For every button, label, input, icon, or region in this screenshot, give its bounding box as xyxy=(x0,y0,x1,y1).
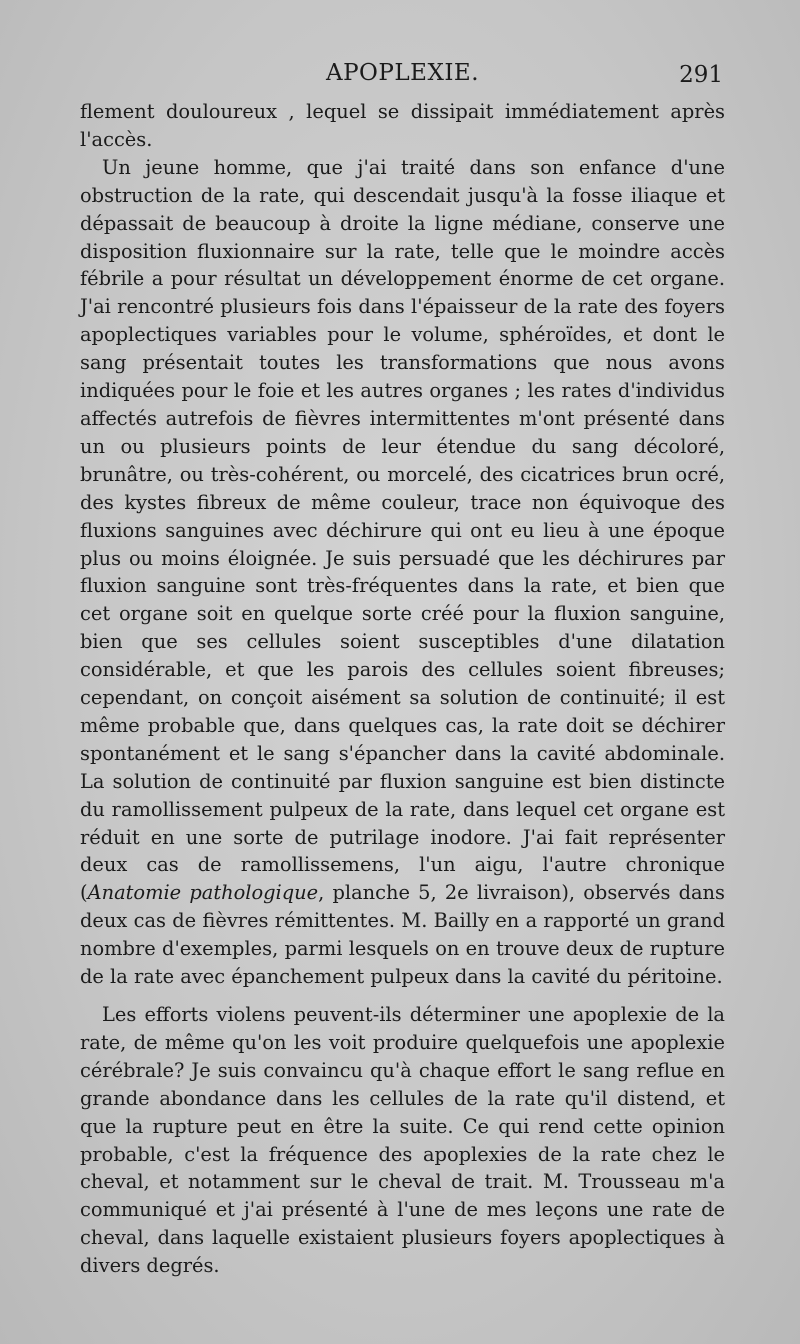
body-text xyxy=(80,98,725,1280)
paragraph-3: Les efforts violens peuvent-ils déterminer une apoplexie de la rate, de même qu'on les voit produire quelquefois une apoplexie cérébrale? Je suis convaincu qu'à chaque effort le sang reflue en grande abondance dans les cellules de la rate qu'il distend, et que la rupture peut en être la suite. Ce qui rend cette opinion probable, c'est la fréquence des apoplexies de la rate chez le cheval, et notamment sur le cheval de trait. M. Trousseau m'a communiqué et j'ai présenté à l'une de mes leçons une rate de cheval, dans laquelle existaient plusieurs foyers apoplectiques à divers degrés. xyxy=(80,1003,725,1278)
paragraph-2-text: Un jeune homme, que j'ai traité dans son enfance d'une obstruction de la rate, qui descendait jusqu'à la fosse iliaque et dépassait de beaucoup à droite la ligne médiane, conserve une disposition fluxionnaire sur la rate, telle que le moindre accès fébrile a pour résultat un développement énorme de cet organe. J'ai rencontré plusieurs fois dans l'épaisseur de la rate des foyers apoplectiques variables pour le volume, sphéroïdes, et dont le sang présentait toutes les transformations que nous avons indiquées pour le foie et les autres organes ; les rates d'individus affectés autrefois de fièvres intermittentes m'ont présenté dans un ou plusieurs points de leur étendue du sang décoloré, brunâtre, ou très-cohérent, ou morcelé, des cicatrices brun ocré, des kystes fibreux de même couleur, trace non équivoque des fluxions sanguines avec déchirure qui ont eu lieu à une époque plus ou moins éloignée. Je suis persuadé que les déchirures par fluxion sanguine sont très-fréquentes dans la rate, et bien que cet organe soit en quelque sorte créé pour la fluxion sanguine, bien que ses cellules soient susceptibles d'une dilatation considérable, et que les parois des cellules soient fibreuses; cependant, on conçoit aisément sa solution de continuité; il est même probable que, dans quelques cas, la rate doit se déchirer spontanément et le sang s'épancher dans la cavité abdominale. La solution de continuité par fluxion sanguine est bien distincte du ramollissement pulpeux de la rate, dans lequel cet organe est réduit en une sorte de putrilage inodore. J'ai fait représenter deux cas de ramollissemens, l'un aigu, l'autre chronique ( xyxy=(80,155,725,905)
running-head xyxy=(80,58,725,98)
paragraph-gap xyxy=(80,991,725,1001)
book-page xyxy=(80,58,725,1280)
paragraph-2 xyxy=(80,154,725,991)
paragraph-1: flement douloureux , lequel se dissipait immédiatement après l'accès. xyxy=(80,100,725,151)
book-title-italic: Anatomie pathologique xyxy=(87,881,319,905)
paragraph-2-text-continued: , planche 5, 2e livraison), observés dans deux cas de fièvres rémittentes. M. Bailly en a rapporté un grand nombre d'exemples, parmi lesquels on en trouve deux de rupture de la rate avec épanchement pulpeux dans la cavité du péritoine. xyxy=(80,881,725,989)
page-number: 291 xyxy=(679,62,723,88)
running-title: APOPLEXIE. xyxy=(325,60,480,86)
